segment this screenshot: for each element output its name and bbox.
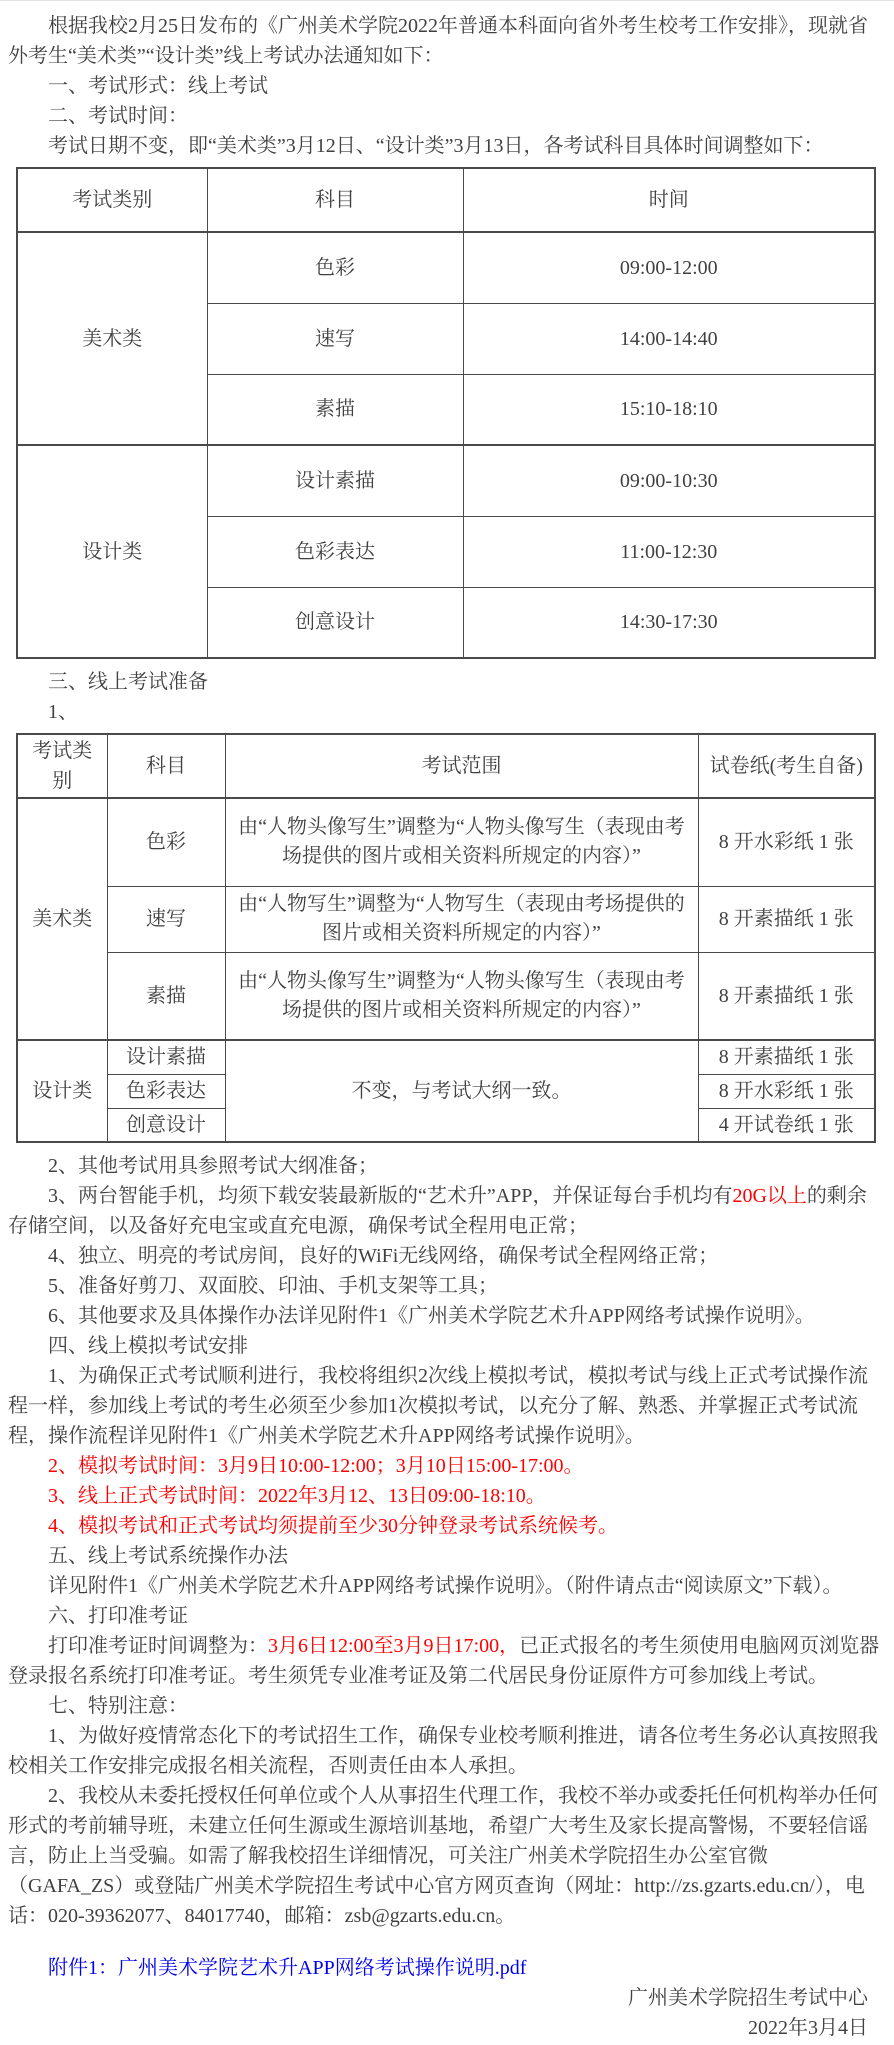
para-item-6: 6、其他要求及具体操作办法详见附件1《广州美术学院艺术升APP网络考试操作说明》。 <box>48 1305 815 1327</box>
para-print-ticket <box>8 1631 882 1691</box>
para-item-1: 1、 <box>48 701 78 723</box>
table-row <box>17 232 875 303</box>
t1-subject-cell: 色彩 <box>207 232 463 303</box>
t1-time-cell: 14:30-17:30 <box>463 587 875 658</box>
t2-subject-cell: 设计素描 <box>107 1040 225 1074</box>
section-heading-2: 二、考试时间： <box>48 105 188 127</box>
t2-header-paper: 试卷纸(考生自备) <box>698 734 875 798</box>
t2-header-scope: 考试范围 <box>225 734 698 798</box>
t2-scope-cell: 由“人物头像写生”调整为“人物头像写生（表现由考场提供的图片或相关资料所规定的内容）” <box>225 798 698 886</box>
t2-paper-cell: 8 开素描纸 1 张 <box>698 1040 875 1074</box>
t2-header-subject: 科目 <box>107 734 225 798</box>
section-heading-3: 三、线上考试准备 <box>48 671 208 693</box>
t2-paper-cell: 8 开水彩纸 1 张 <box>698 1074 875 1108</box>
table-row <box>17 886 875 952</box>
t2-paper-cell: 8 开素描纸 1 张 <box>698 886 875 952</box>
t1-time-cell: 15:10-18:10 <box>463 374 875 445</box>
t2-paper-cell: 8 开水彩纸 1 张 <box>698 798 875 886</box>
t1-subject-cell: 创意设计 <box>207 587 463 658</box>
t2-subject-cell: 速写 <box>107 886 225 952</box>
section-heading-7: 七、特别注意： <box>48 1695 188 1717</box>
t2-category-design: 设计类 <box>17 1040 107 1142</box>
para-exam-date: 考试日期不变，即“美术类”3月12日、“设计类”3月13日，各考试科目具体时间调整如下： <box>48 135 824 157</box>
para-item-5: 5、准备好剪刀、双面胶、印油、手机支架等工具； <box>48 1275 498 1297</box>
para-item-3-text: 3、两台智能手机，均须下载安装最新版的“艺术升”APP，并保证每台手机均有 <box>48 1185 733 1207</box>
table-row <box>17 952 875 1040</box>
exam-prep-table-header-row <box>17 734 875 798</box>
section-heading-4: 四、线上模拟考试安排 <box>48 1335 248 1357</box>
t1-category-fine-arts: 美术类 <box>17 232 207 445</box>
para-item-3 <box>8 1181 882 1241</box>
para-official-time: 3、线上正式考试时间：2022年3月12、13日09:00-18:10。 <box>48 1485 546 1507</box>
footer-org: 广州美术学院招生考试中心 <box>628 1987 868 2009</box>
t2-scope-merged-cell: 不变，与考试大纲一致。 <box>225 1040 698 1142</box>
exam-prep-table <box>16 733 876 1143</box>
t1-header-category: 考试类别 <box>17 168 207 232</box>
attachment-pdf-link[interactable]: 附件1：广州美术学院艺术升APP网络考试操作说明.pdf <box>48 1957 527 1979</box>
t2-scope-cell: 由“人物写生”调整为“人物写生（表现由考场提供的图片或相关资料所规定的内容）” <box>225 886 698 952</box>
para-intro: 根据我校2月25日发布的《广州美术学院2022年普通本科面向省外考生校考工作安排》，现就省外考生“美术类”“设计类”线上考试办法通知如下： <box>8 15 868 67</box>
t1-subject-cell: 设计素描 <box>207 445 463 516</box>
table-row <box>17 445 875 516</box>
table-row <box>17 1040 875 1074</box>
footer-date: 2022年3月4日 <box>748 2017 868 2039</box>
t2-subject-cell: 创意设计 <box>107 1108 225 1142</box>
section-heading-6: 六、打印准考证 <box>48 1605 188 1627</box>
t2-paper-cell: 4 开试卷纸 1 张 <box>698 1108 875 1142</box>
t2-subject-cell: 素描 <box>107 952 225 1040</box>
t1-subject-cell: 色彩表达 <box>207 516 463 587</box>
t2-subject-cell: 色彩表达 <box>107 1074 225 1108</box>
exam-time-table <box>16 167 876 659</box>
t2-header-category: 考试类别 <box>17 734 107 798</box>
t1-category-design: 设计类 <box>17 445 207 658</box>
para-print-text: 已正式报名的考生须使用电脑网页浏览器登录报名系统打印准考证。考生须凭专业准考证及第二代居民身份证原件方可参加线上考试。 <box>8 1635 880 1687</box>
t1-time-cell: 09:00-12:00 <box>463 232 875 303</box>
t2-paper-cell: 8 开素描纸 1 张 <box>698 952 875 1040</box>
t1-time-cell: 11:00-12:30 <box>463 516 875 587</box>
t1-subject-cell: 速写 <box>207 303 463 374</box>
exam-time-table-header-row <box>17 168 875 232</box>
t1-header-subject: 科目 <box>207 168 463 232</box>
para-mock-1: 1、为确保正式考试顺利进行，我校将组织2次线上模拟考试，模拟考试与线上正式考试操作流程一样，参加线上考试的考生必须至少参加1次模拟考试，以充分了解、熟悉、并掌握正式考试流程，操作流程详见附件1《广州美术学院艺术升APP网络考试操作说明》。 <box>8 1365 868 1447</box>
t2-scope-cell: 由“人物头像写生”调整为“人物头像写生（表现由考场提供的图片或相关资料所规定的内容）” <box>225 952 698 1040</box>
announcement-document <box>0 1 894 2043</box>
section-heading-1: 一、考试形式：线上考试 <box>48 75 268 97</box>
para-login-early: 4、模拟考试和正式考试均须提前至少30分钟登录考试系统候考。 <box>48 1515 618 1537</box>
t2-subject-cell: 色彩 <box>107 798 225 886</box>
para-note-1: 1、为做好疫情常态化下的考试招生工作，确保专业校考顺利推进，请各位考生务必认真按照我校相关工作安排完成报名相关流程，否则责任由本人承担。 <box>8 1725 878 1777</box>
t1-subject-cell: 素描 <box>207 374 463 445</box>
para-item-2: 2、其他考试用具参照考试大纲准备； <box>48 1155 378 1177</box>
t1-time-cell: 14:00-14:40 <box>463 303 875 374</box>
para-system-guide: 详见附件1《广州美术学院艺术升APP网络考试操作说明》。（附件请点击“阅读原文”下载）。 <box>48 1575 843 1597</box>
para-mock-time: 2、模拟考试时间：3月9日10:00-12:00；3月10日15:00-17:00。 <box>48 1455 584 1477</box>
t2-category-fine-arts: 美术类 <box>17 798 107 1040</box>
t1-header-time: 时间 <box>463 168 875 232</box>
para-note-2: 2、我校从未委托授权任何单位或个人从事招生代理工作，我校不举办或委托任何机构举办任何形式的考前辅导班，未建立任何生源或生源培训基地，希望广大考生及家长提高警惕，不要轻信谣言，防止上当受骗。如需了解我校招生详细情况，可关注广州美术学院招生办公室官微（GAFA_ZS）或登陆广州美术学院招生考试中心官方网页查询（网址：http://zs.gzarts.edu.cn/），电话：020-39362077、84017740，邮箱：zsb@gzarts.edu.cn。 <box>8 1785 878 1927</box>
para-item-3-highlight: 20G以上 <box>732 1185 807 1207</box>
para-print-highlight: 3月6日12:00至3月9日17:00， <box>268 1635 520 1657</box>
section-heading-5: 五、线上考试系统操作办法 <box>48 1545 288 1567</box>
t1-time-cell: 09:00-10:30 <box>463 445 875 516</box>
table-row <box>17 798 875 886</box>
para-item-4: 4、独立、明亮的考试房间，良好的WiFi无线网络，确保考试全程网络正常； <box>48 1245 719 1267</box>
para-print-text: 打印准考证时间调整为： <box>48 1635 268 1657</box>
para-item-3-text: 的剩余存储空间，以及备好充电宝或直充电源，确保考试全程用电正常； <box>8 1185 867 1237</box>
